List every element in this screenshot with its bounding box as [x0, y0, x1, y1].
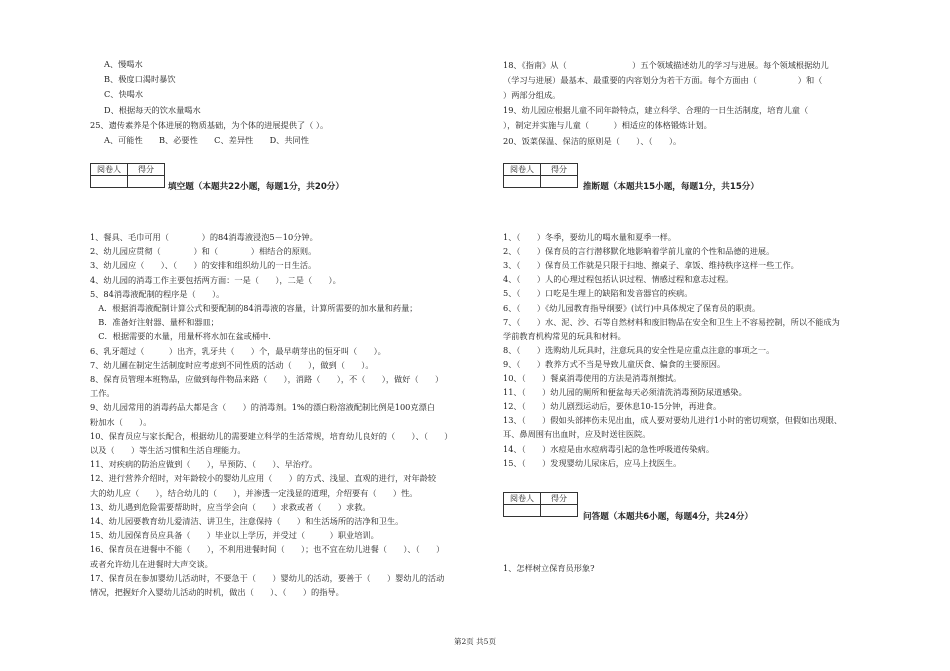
- question-line: 16、保育员在进餐中不能（ ），不利用进餐时间（ ）；也不宜在幼儿进餐（ ）、（ ）: [90, 544, 445, 555]
- question-line: 19、幼儿园应根据儿童不同年龄特点，建立科学、合理的一日生活制度，培育儿童（: [503, 105, 809, 116]
- reviewer-cell[interactable]: [504, 505, 541, 517]
- question-line: 9、（ ）教养方式不当是导致儿童厌食、偏食的主要原因。: [503, 358, 726, 369]
- question-line: 7、（ ）水、泥、沙、石等自然材料和废旧物品在安全和卫生上不容易控制，所以不能成为: [503, 316, 840, 327]
- question-line: 7、幼儿圃在制定生活制度时应考虑到不同性质的活动（ ），做到（ ）。: [90, 359, 374, 370]
- reviewer-label: 阅卷人: [504, 493, 541, 505]
- reviewer-cell[interactable]: [91, 176, 128, 188]
- fill-scorebox: [90, 163, 165, 188]
- question-line: 15、（ ）发现婴幼儿尿床后，应马上找医生。: [503, 457, 682, 468]
- question-line: 1、餐具、毛巾可用（ ）的84消毒液浸泡5－10分钟。: [90, 232, 318, 242]
- question-line: 12、进行营养介绍时，对年龄较小的婴幼儿应用（ ）的方式、浅显、直观的进行，对年龄较: [90, 473, 437, 484]
- question-line: C、快喝水: [104, 89, 144, 100]
- question-line: 8、保育员管理本班物品，应做到每件物品来路（ ），消路（ ），不（ ），做好（ ）: [90, 374, 444, 384]
- question-line: 1、怎样树立保育员形象?: [503, 563, 595, 573]
- question-line: 8、（ ）选购幼儿玩具时，注意玩具的安全性是应重点注意的事项之一。: [503, 344, 775, 355]
- question-line: 耳、鼻周围有出血时，应及时送往医院。: [503, 429, 651, 440]
- question-line: 或者允许幼儿在进餐时大声交谈。: [90, 558, 213, 569]
- score-cell[interactable]: [541, 176, 578, 188]
- question-line: 12、（ ）幼儿剧烈运动后，要休息10-15分钟，再进食。: [503, 401, 722, 412]
- question-line: （学习与进展）最基本、最重要的内容划分为若干方面。每个方面由（ ）和（: [503, 75, 823, 86]
- question-line: 14、幼儿园要教育幼儿爱清洁、讲卫生，注意保持（ ）和生活场所的洁净和卫生。: [90, 516, 404, 526]
- reviewer-label: 阅卷人: [91, 164, 128, 176]
- score-label: 得分: [541, 164, 578, 176]
- question-line: 4、（ ）人的心理过程包括认识过程、情感过程和意志过程。: [503, 274, 734, 285]
- qa-section-title: 问答题（本题共6小题，每题4分，共24分）: [583, 512, 754, 522]
- question-line: 10、（ ）餐桌消毒使用的方法是消毒剂擦拭。: [503, 373, 682, 383]
- fill-section-title: 填空题（本题共22小题，每题1分，共20分）: [168, 182, 344, 192]
- score-cell[interactable]: [541, 505, 578, 517]
- page-footer: 第2页 共5页: [454, 637, 496, 646]
- question-line: 学前教育机构常见的玩具和材料。: [503, 330, 626, 341]
- question-line: 15、幼儿园保育员应具备（ ）毕业以上学历，并受过（ ）职业培训。: [90, 530, 379, 541]
- question-line: ），制定并实施与儿童（ ）相适应的体格锻炼计划。: [503, 120, 712, 131]
- question-line: 11、（ ）幼儿园的厕所和便盆每天必须清洗消毒预防尿道感染。: [503, 387, 747, 398]
- question-line: D、根据每天的饮水量喝水: [104, 104, 201, 115]
- question-line: 工作。: [90, 388, 115, 399]
- question-line: 10、保育员应与家长配合，根据幼儿的需要建立科学的生活常规，培育幼儿良好的（ ）、（ ）: [90, 430, 453, 441]
- question-line: 2、（ ）保育员的言行潜移默化地影响着学前儿童的个性和品德的进展。: [503, 246, 775, 257]
- question-line: 情况，把握好介入婴幼儿活动的时机，做出（ ）、（ ）的指导。: [90, 587, 344, 597]
- question-line: 1、（ ）冬季，要幼儿的喝水量和夏季一样。: [503, 232, 677, 242]
- reviewer-cell[interactable]: [504, 176, 541, 188]
- score-label: 得分: [541, 493, 578, 505]
- score-label: 得分: [128, 164, 165, 176]
- question-line: 5、（ ）口吃是生理上的缺陷和发音器官的疾病。: [503, 288, 693, 299]
- question-line: 6、乳牙超过（ ）出齐，乳牙共（ ）个，最早萌芽出的恒牙叫（ ）。: [90, 345, 386, 356]
- question-line: 3、（ ）保育员工作就是只限于扫地、擦桌子、拿饭、维持秩序这样一些工作。: [503, 260, 799, 271]
- question-line: 以及（ ）等生活习惯和生活自理能力。: [90, 445, 246, 455]
- question-line: ）两部分组成。: [503, 90, 561, 101]
- question-line: 20、饭菜保温、保洁的原则是（ ）、（ ）。: [503, 135, 682, 146]
- question-line: A．根据消毒液配制计算公式和要配制的84消毒液的容量，计算所需要的加水量和药量；: [90, 303, 418, 313]
- question-line: 粉加水（ ）。: [90, 416, 152, 427]
- question-line: A、可能性 B、必要性 C、差异性 D、共同性: [104, 135, 309, 145]
- qa-scorebox: [503, 492, 578, 517]
- question-line: B、极度口渴时暴饮: [104, 74, 176, 85]
- question-line: 17、保育员在参加婴幼儿活动时，不要急于（ ）婴幼儿的活动，要善于（ ）婴幼儿的活动: [90, 572, 445, 583]
- question-line: 6、（ ）《幼儿园教育指导纲要》(试行)中具体规定了保育员的职责。: [503, 302, 761, 313]
- question-line: 11、对疾病的防治应做到（ ），早预防、（ ）、早治疗。: [90, 459, 318, 470]
- score-cell[interactable]: [128, 176, 165, 188]
- question-line: A、慢喝水: [104, 59, 143, 69]
- judge-section-title: 推断题（本题共15小题，每题1分，共15分）: [583, 182, 759, 192]
- question-line: 2、幼儿园应贯彻（ ）和（ ）相结合的原则。: [90, 246, 317, 257]
- judge-scorebox: [503, 163, 578, 188]
- question-line: 4、幼儿园的消毒工作主要包括两方面：一是（ ），二是（ ）。: [90, 274, 341, 285]
- question-line: 18、《指南》从（ ）五个领域描述幼儿的学习与进展。每个领域根据幼儿: [503, 60, 829, 70]
- question-line: C．根据需要的水量，用量杯将水加在盆或桶中.: [90, 331, 271, 342]
- question-line: 3、幼儿园应（ ）、（ ）的安排和组织幼儿的一日生活。: [90, 260, 317, 271]
- question-line: 14、（ ）水痘是由水痘病毒引起的急性呼吸道传染病。: [503, 443, 715, 454]
- question-line: 9、幼儿园常用的消毒药品大都是含（ ）的消毒剂。1%的漂白粉溶液配制比例是100克漂白: [90, 402, 435, 413]
- question-line: 25、遗传素养是个体进展的物质基础，为个体的进展提供了（ ）。: [90, 119, 329, 130]
- question-line: 13、（ ）假如头部摔伤未见出血，成人要对要幼儿进行1小时的密切观察，但假如出现眼、: [503, 415, 843, 426]
- question-line: 13、幼儿遇到危险需要帮助时，应当学会向（ ）求救或者（ ）求救。: [90, 501, 371, 512]
- question-line: 5、84消毒液配制的程序是（ ）。: [90, 288, 225, 299]
- reviewer-label: 阅卷人: [504, 164, 541, 176]
- question-line: 大的幼儿应（ ），结合幼儿的（ ），并渗透一定浅显的道理，介绍要有（ ）性。: [90, 487, 418, 498]
- question-line: B．准备好注射器、量杯和器皿；: [90, 317, 219, 328]
